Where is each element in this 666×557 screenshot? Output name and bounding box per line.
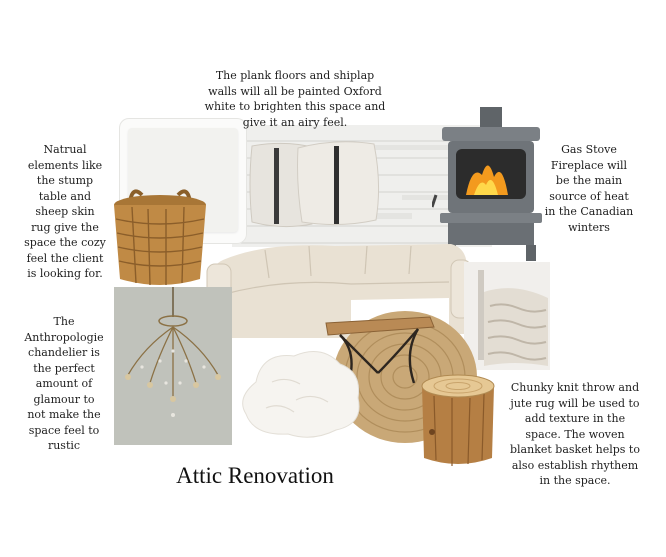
stump-table-image bbox=[418, 372, 498, 470]
board-title: Attic Renovation bbox=[176, 463, 334, 488]
note-natural-elements: Natrual elements like the stump table and sheep skin rug give the space the cozy feel the client is looking for. bbox=[24, 143, 106, 280]
note-texture: Chunky knit throw and jute rug will be used to add texture in the space. The woven blanket basket helps to also establish rhythem in the space. bbox=[510, 381, 640, 487]
pillows-image bbox=[246, 138, 386, 230]
wicker-basket-image bbox=[108, 183, 212, 289]
note-walls: The plank floors and shiplap walls will all be painted Oxford white to brighten this space and give it an airy feel. bbox=[204, 69, 386, 129]
note-chandelier: The Anthropologie chandelier is the perfect amount of glamour to not make the space feel to rustic bbox=[24, 315, 104, 452]
chandelier-image bbox=[114, 287, 232, 445]
note-gas-stove: Gas Stove Fireplace will be the main source of heat in the Canadian winters bbox=[544, 143, 634, 234]
sheepskin-rug-image bbox=[236, 342, 368, 442]
